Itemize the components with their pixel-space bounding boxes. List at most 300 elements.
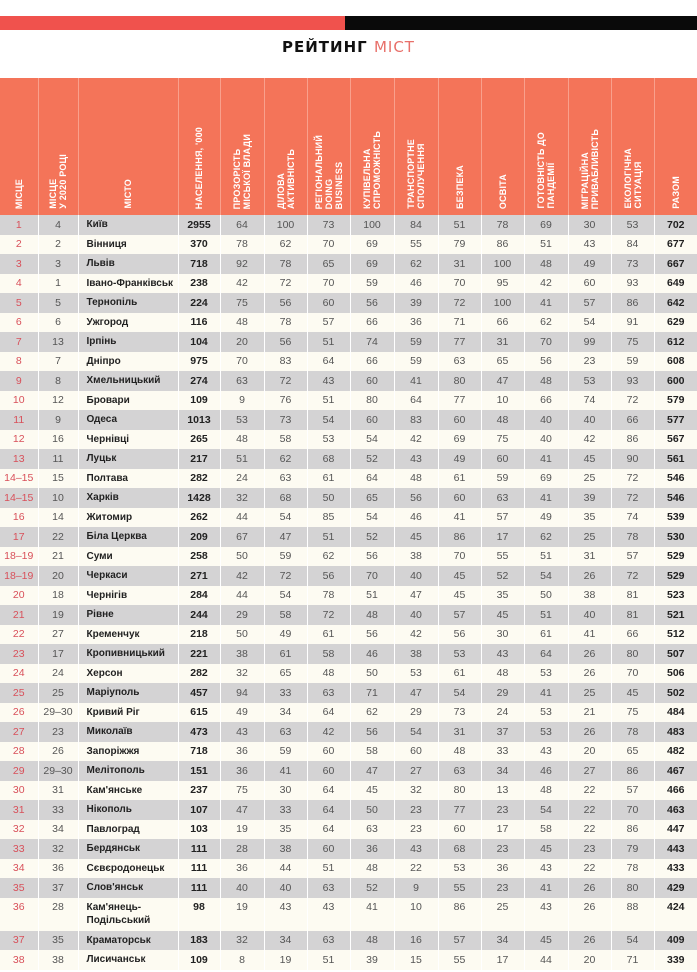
cell-total: 523 [654, 586, 697, 606]
cell-city: Дніпро [78, 352, 178, 372]
table-row [0, 950, 697, 970]
cell-safety: 60 [438, 410, 481, 430]
cell-rank-2020: 14 [38, 508, 78, 528]
cell-total: 482 [654, 742, 697, 762]
cell-total: 649 [654, 274, 697, 294]
column-header-label: ПРОЗОРІСТЬ МІСЬКОЇ ВЛАДИ [232, 133, 252, 209]
cell-migration-attractiveness: 22 [568, 859, 611, 879]
cell-safety: 60 [438, 820, 481, 840]
table-row [0, 215, 697, 235]
cell-rank: 33 [0, 839, 38, 859]
cell-rank-2020: 15 [38, 469, 78, 489]
cell-ecology: 72 [611, 488, 654, 508]
cell-population: 244 [178, 605, 220, 625]
column-header-label: ТРАНСПОРТНЕ СПОЛУЧЕННЯ [406, 139, 426, 209]
cell-business-activity: 63 [264, 469, 307, 489]
cell-total: 677 [654, 235, 697, 255]
cell-total: 629 [654, 313, 697, 333]
cell-transport: 42 [394, 430, 438, 450]
cell-city: Павлоград [78, 820, 178, 840]
cell-population: 271 [178, 566, 220, 586]
cell-ecology: 65 [611, 742, 654, 762]
cell-transport: 53 [394, 664, 438, 684]
column-header-label: РАЗОМ [670, 176, 681, 209]
cell-city: Лисичанськ [78, 950, 178, 970]
cell-purchasing-power: 52 [350, 449, 394, 469]
cell-rank-2020: 9 [38, 410, 78, 430]
cell-education: 23 [481, 878, 524, 898]
cell-regional-doing-business: 43 [307, 898, 350, 931]
cell-migration-attractiveness: 23 [568, 839, 611, 859]
cell-rank: 9 [0, 371, 38, 391]
cell-pandemic-readiness: 64 [524, 644, 568, 664]
cell-transparency: 36 [220, 742, 264, 762]
cell-rank: 27 [0, 722, 38, 742]
cell-business-activity: 43 [264, 898, 307, 931]
cell-pandemic-readiness: 53 [524, 664, 568, 684]
cell-rank: 14–15 [0, 469, 38, 489]
cell-education: 34 [481, 931, 524, 951]
cell-ecology: 80 [611, 644, 654, 664]
cell-transport: 22 [394, 859, 438, 879]
cell-population: 1013 [178, 410, 220, 430]
cell-safety: 77 [438, 391, 481, 411]
cell-total: 702 [654, 215, 697, 235]
cell-education: 37 [481, 722, 524, 742]
table-row [0, 430, 697, 450]
cell-population: 274 [178, 371, 220, 391]
cell-migration-attractiveness: 53 [568, 371, 611, 391]
top-bar-black-segment [345, 16, 697, 30]
cell-purchasing-power: 58 [350, 742, 394, 762]
cell-transparency: 63 [220, 371, 264, 391]
cell-business-activity: 40 [264, 878, 307, 898]
cell-transparency: 36 [220, 859, 264, 879]
cell-education: 45 [481, 605, 524, 625]
table-row [0, 527, 697, 547]
cell-transport: 43 [394, 449, 438, 469]
cell-transport: 27 [394, 761, 438, 781]
cell-safety: 80 [438, 781, 481, 801]
cell-purchasing-power: 65 [350, 488, 394, 508]
cell-regional-doing-business: 64 [307, 352, 350, 372]
cell-migration-attractiveness: 49 [568, 254, 611, 274]
cell-pandemic-readiness: 40 [524, 430, 568, 450]
cell-safety: 71 [438, 313, 481, 333]
table-row [0, 931, 697, 951]
cell-rank-2020: 35 [38, 931, 78, 951]
cell-purchasing-power: 54 [350, 430, 394, 450]
cell-city: Хмельницький [78, 371, 178, 391]
cell-pandemic-readiness: 61 [524, 625, 568, 645]
cell-purchasing-power: 56 [350, 625, 394, 645]
cell-safety: 49 [438, 449, 481, 469]
cell-population: 218 [178, 625, 220, 645]
cell-purchasing-power: 74 [350, 332, 394, 352]
column-header-pandemic-readiness [524, 78, 568, 215]
cell-pandemic-readiness: 49 [524, 508, 568, 528]
cell-education: 100 [481, 293, 524, 313]
cell-transparency: 78 [220, 235, 264, 255]
cell-migration-attractiveness: 30 [568, 215, 611, 235]
cell-purchasing-power: 66 [350, 313, 394, 333]
cell-safety: 61 [438, 664, 481, 684]
column-header-city [78, 78, 178, 215]
cell-ecology: 70 [611, 664, 654, 684]
cell-population: 2955 [178, 215, 220, 235]
cell-regional-doing-business: 61 [307, 469, 350, 489]
cell-total: 521 [654, 605, 697, 625]
column-header-label: МІСТО [123, 179, 133, 209]
cell-total: 409 [654, 931, 697, 951]
cell-migration-attractiveness: 39 [568, 488, 611, 508]
cell-transparency: 8 [220, 950, 264, 970]
cell-migration-attractiveness: 35 [568, 508, 611, 528]
cell-city: Кривий Ріг [78, 703, 178, 723]
cell-total: 467 [654, 761, 697, 781]
cell-transparency: 70 [220, 352, 264, 372]
table-row [0, 878, 697, 898]
cell-migration-attractiveness: 38 [568, 586, 611, 606]
cell-safety: 70 [438, 547, 481, 567]
cell-population: 104 [178, 332, 220, 352]
cell-rank: 36 [0, 898, 38, 931]
cell-regional-doing-business: 68 [307, 449, 350, 469]
cell-pandemic-readiness: 50 [524, 586, 568, 606]
cell-city: Мелітополь [78, 761, 178, 781]
cell-ecology: 86 [611, 430, 654, 450]
cell-regional-doing-business: 48 [307, 664, 350, 684]
cell-safety: 41 [438, 508, 481, 528]
cell-business-activity: 61 [264, 644, 307, 664]
cell-pandemic-readiness: 40 [524, 410, 568, 430]
cell-business-activity: 78 [264, 254, 307, 274]
cell-transparency: 48 [220, 313, 264, 333]
cell-pandemic-readiness: 48 [524, 781, 568, 801]
cell-city: Черкаси [78, 566, 178, 586]
cell-transparency: 49 [220, 703, 264, 723]
cell-population: 111 [178, 878, 220, 898]
table-row [0, 586, 697, 606]
cell-ecology: 73 [611, 254, 654, 274]
cell-safety: 80 [438, 371, 481, 391]
cell-purchasing-power: 69 [350, 254, 394, 274]
cell-regional-doing-business: 70 [307, 274, 350, 294]
table-row [0, 800, 697, 820]
cell-rank: 28 [0, 742, 38, 762]
cell-rank-2020: 27 [38, 625, 78, 645]
cell-rank: 16 [0, 508, 38, 528]
page-title-main: РЕЙТИНГ [282, 38, 368, 56]
cell-transparency: 38 [220, 644, 264, 664]
cell-total: 529 [654, 566, 697, 586]
cell-total: 512 [654, 625, 697, 645]
city-rating-table [0, 78, 697, 970]
cell-transport: 43 [394, 839, 438, 859]
cell-education: 75 [481, 430, 524, 450]
cell-transport: 47 [394, 586, 438, 606]
cell-transparency: 48 [220, 430, 264, 450]
cell-education: 47 [481, 371, 524, 391]
table-row [0, 664, 697, 684]
cell-total: 579 [654, 391, 697, 411]
cell-safety: 54 [438, 683, 481, 703]
cell-migration-attractiveness: 25 [568, 527, 611, 547]
cell-pandemic-readiness: 48 [524, 371, 568, 391]
cell-population: 457 [178, 683, 220, 703]
cell-education: 59 [481, 469, 524, 489]
cell-ecology: 86 [611, 761, 654, 781]
cell-business-activity: 76 [264, 391, 307, 411]
cell-transport: 9 [394, 878, 438, 898]
cell-ecology: 81 [611, 605, 654, 625]
cell-rank: 11 [0, 410, 38, 430]
cell-safety: 51 [438, 215, 481, 235]
cell-rank-2020: 10 [38, 488, 78, 508]
table-row [0, 352, 697, 372]
cell-rank: 14–15 [0, 488, 38, 508]
cell-regional-doing-business: 56 [307, 566, 350, 586]
column-header-label: ОСВІТА [497, 173, 508, 209]
cell-education: 17 [481, 820, 524, 840]
cell-ecology: 57 [611, 547, 654, 567]
cell-transparency: 32 [220, 931, 264, 951]
cell-city: Чернігів [78, 586, 178, 606]
cell-migration-attractiveness: 27 [568, 761, 611, 781]
column-header-purchasing-power [350, 78, 394, 215]
cell-regional-doing-business: 65 [307, 254, 350, 274]
cell-pandemic-readiness: 41 [524, 293, 568, 313]
cell-rank: 38 [0, 950, 38, 970]
cell-education: 13 [481, 781, 524, 801]
cell-business-activity: 47 [264, 527, 307, 547]
cell-transparency: 51 [220, 449, 264, 469]
cell-pandemic-readiness: 51 [524, 605, 568, 625]
cell-transport: 55 [394, 235, 438, 255]
cell-safety: 53 [438, 644, 481, 664]
cell-purchasing-power: 63 [350, 820, 394, 840]
cell-safety: 77 [438, 800, 481, 820]
table-row [0, 391, 697, 411]
cell-purchasing-power: 41 [350, 898, 394, 931]
cell-city: Вінниця [78, 235, 178, 255]
cell-population: 615 [178, 703, 220, 723]
table-row [0, 332, 697, 352]
cell-regional-doing-business: 51 [307, 527, 350, 547]
cell-migration-attractiveness: 41 [568, 625, 611, 645]
cell-transport: 59 [394, 332, 438, 352]
cell-transport: 45 [394, 527, 438, 547]
table-row [0, 703, 697, 723]
cell-transparency: 75 [220, 293, 264, 313]
cell-education: 65 [481, 352, 524, 372]
cell-purchasing-power: 52 [350, 527, 394, 547]
cell-education: 100 [481, 254, 524, 274]
cell-population: 718 [178, 254, 220, 274]
top-decorative-bar [0, 16, 697, 30]
cell-transparency: 42 [220, 566, 264, 586]
cell-safety: 56 [438, 625, 481, 645]
cell-purchasing-power: 50 [350, 800, 394, 820]
table-row [0, 449, 697, 469]
cell-purchasing-power: 62 [350, 703, 394, 723]
cell-regional-doing-business: 53 [307, 430, 350, 450]
cell-rank: 30 [0, 781, 38, 801]
table-row [0, 566, 697, 586]
cell-rank-2020: 26 [38, 742, 78, 762]
cell-education: 29 [481, 683, 524, 703]
cell-regional-doing-business: 61 [307, 625, 350, 645]
cell-regional-doing-business: 60 [307, 761, 350, 781]
cell-rank: 17 [0, 527, 38, 547]
cell-rank: 3 [0, 254, 38, 274]
cell-migration-attractiveness: 26 [568, 898, 611, 931]
cell-pandemic-readiness: 41 [524, 878, 568, 898]
cell-education: 23 [481, 800, 524, 820]
cell-rank-2020: 31 [38, 781, 78, 801]
cell-ecology: 93 [611, 274, 654, 294]
cell-transport: 56 [394, 488, 438, 508]
cell-transport: 64 [394, 391, 438, 411]
cell-rank-2020: 28 [38, 898, 78, 931]
cell-ecology: 80 [611, 878, 654, 898]
cell-transparency: 44 [220, 508, 264, 528]
cell-migration-attractiveness: 99 [568, 332, 611, 352]
cell-rank: 32 [0, 820, 38, 840]
cell-pandemic-readiness: 48 [524, 254, 568, 274]
column-header-label: НАСЕЛЕННЯ, '000 [194, 126, 204, 209]
cell-safety: 55 [438, 878, 481, 898]
cell-education: 86 [481, 235, 524, 255]
top-bar-red-segment [0, 16, 345, 30]
cell-migration-attractiveness: 20 [568, 742, 611, 762]
cell-purchasing-power: 52 [350, 878, 394, 898]
cell-business-activity: 33 [264, 800, 307, 820]
cell-transport: 29 [394, 703, 438, 723]
cell-transport: 16 [394, 931, 438, 951]
column-header-safety [438, 78, 481, 215]
column-header-label: ГОТОВНІСТЬ ДО ПАНДЕМІЇ [536, 132, 556, 209]
cell-pandemic-readiness: 43 [524, 898, 568, 931]
cell-migration-attractiveness: 26 [568, 722, 611, 742]
cell-purchasing-power: 54 [350, 508, 394, 528]
cell-rank-2020: 2 [38, 235, 78, 255]
cell-rank: 18–19 [0, 566, 38, 586]
cell-rank-2020: 33 [38, 800, 78, 820]
column-header-ecology [611, 78, 654, 215]
cell-rank-2020: 25 [38, 683, 78, 703]
column-header-label: КУПІВЕЛЬНА СПРОМОЖНІСТЬ [362, 130, 382, 209]
cell-business-activity: 72 [264, 371, 307, 391]
cell-business-activity: 62 [264, 449, 307, 469]
cell-population: 151 [178, 761, 220, 781]
cell-education: 31 [481, 332, 524, 352]
cell-rank: 2 [0, 235, 38, 255]
cell-education: 52 [481, 566, 524, 586]
cell-regional-doing-business: 78 [307, 586, 350, 606]
table-row [0, 274, 697, 294]
column-header-transport [394, 78, 438, 215]
cell-business-activity: 73 [264, 410, 307, 430]
table-row [0, 293, 697, 313]
cell-transparency: 44 [220, 586, 264, 606]
column-header-migration-attractiveness [568, 78, 611, 215]
cell-ecology: 79 [611, 839, 654, 859]
cell-city: Маріуполь [78, 683, 178, 703]
cell-purchasing-power: 100 [350, 215, 394, 235]
cell-migration-attractiveness: 45 [568, 449, 611, 469]
cell-safety: 77 [438, 332, 481, 352]
cell-regional-doing-business: 85 [307, 508, 350, 528]
cell-rank: 10 [0, 391, 38, 411]
cell-total: 502 [654, 683, 697, 703]
cell-population: 975 [178, 352, 220, 372]
table-row [0, 488, 697, 508]
cell-education: 55 [481, 547, 524, 567]
cell-migration-attractiveness: 23 [568, 352, 611, 372]
cell-rank-2020: 23 [38, 722, 78, 742]
cell-pandemic-readiness: 44 [524, 950, 568, 970]
cell-ecology: 70 [611, 800, 654, 820]
cell-purchasing-power: 46 [350, 644, 394, 664]
cell-ecology: 72 [611, 469, 654, 489]
cell-purchasing-power: 60 [350, 410, 394, 430]
cell-transparency: 50 [220, 547, 264, 567]
cell-safety: 63 [438, 761, 481, 781]
cell-rank-2020: 24 [38, 664, 78, 684]
cell-transparency: 94 [220, 683, 264, 703]
cell-purchasing-power: 56 [350, 293, 394, 313]
cell-city: Кам'янець- Подільський [78, 898, 178, 931]
cell-ecology: 75 [611, 703, 654, 723]
cell-pandemic-readiness: 45 [524, 839, 568, 859]
cell-rank-2020: 20 [38, 566, 78, 586]
cell-transparency: 92 [220, 254, 264, 274]
cell-regional-doing-business: 63 [307, 683, 350, 703]
cell-city: Луцьк [78, 449, 178, 469]
page-title [0, 38, 697, 56]
cell-ecology: 78 [611, 722, 654, 742]
cell-purchasing-power: 59 [350, 274, 394, 294]
cell-regional-doing-business: 57 [307, 313, 350, 333]
cell-regional-doing-business: 50 [307, 488, 350, 508]
cell-city: Ужгород [78, 313, 178, 333]
cell-education: 78 [481, 215, 524, 235]
table-row [0, 859, 697, 879]
column-header-rank [0, 78, 38, 215]
cell-migration-attractiveness: 40 [568, 605, 611, 625]
cell-business-activity: 56 [264, 332, 307, 352]
cell-purchasing-power: 71 [350, 683, 394, 703]
cell-transparency: 42 [220, 274, 264, 294]
cell-transparency: 32 [220, 488, 264, 508]
column-header-label: МІСЦЕ У 2020 РОЦІ [48, 154, 68, 209]
cell-pandemic-readiness: 69 [524, 215, 568, 235]
cell-rank: 23 [0, 644, 38, 664]
cell-rank-2020: 3 [38, 254, 78, 274]
cell-business-activity: 78 [264, 313, 307, 333]
cell-total: 642 [654, 293, 697, 313]
cell-transport: 36 [394, 313, 438, 333]
cell-city: Житомир [78, 508, 178, 528]
cell-ecology: 88 [611, 898, 654, 931]
table-row [0, 644, 697, 664]
cell-regional-doing-business: 60 [307, 293, 350, 313]
cell-transparency: 67 [220, 527, 264, 547]
cell-migration-attractiveness: 22 [568, 781, 611, 801]
cell-rank-2020: 21 [38, 547, 78, 567]
cell-population: 282 [178, 469, 220, 489]
